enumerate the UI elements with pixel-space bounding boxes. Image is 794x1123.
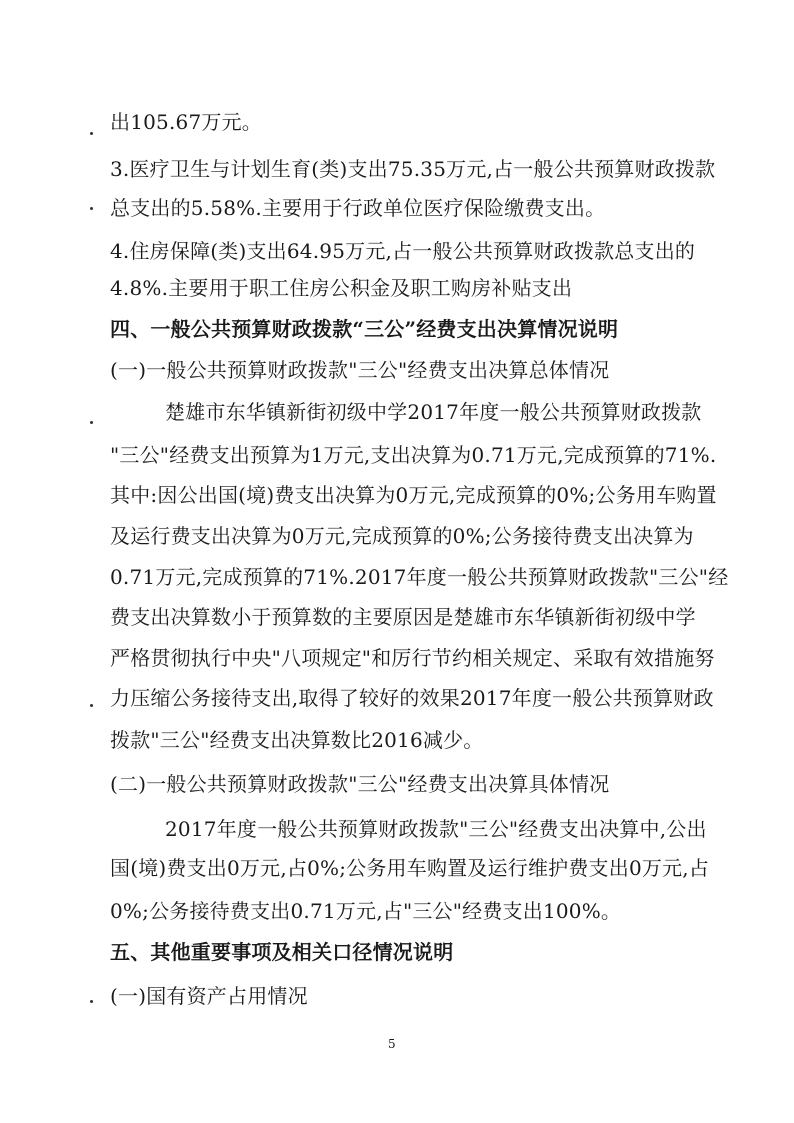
paragraph-line: 4.8%.主要用于职工住房公积金及职工购房补贴支出 <box>110 276 573 300</box>
scan-mark <box>90 207 93 210</box>
paragraph-line: 力压缩公务接待支出,取得了较好的效果2017年度一般公共预算财政 <box>110 686 714 710</box>
section-heading: 五、其他重要事项及相关口径情况说明 <box>110 940 454 964</box>
scan-mark <box>90 421 93 424</box>
paragraph-line: 费支出决算数小于预算数的主要原因是楚雄市东华镇新街初级中学 <box>110 605 696 629</box>
paragraph-line: 4.住房保障(类)支出64.95万元,占一般公共预算财政拨款总支出的 <box>110 239 696 263</box>
paragraph-line: 出105.67万元。 <box>110 110 262 134</box>
subsection-heading: (一)国有资产占用情况 <box>110 984 308 1008</box>
paragraph-line: 0.71万元,完成预算的71%.2017年度一般公共预算财政拨款"三公"经 <box>110 565 729 589</box>
page-number: 5 <box>388 1037 396 1051</box>
paragraph-line: 3.医疗卫生与计划生育(类)支出75.35万元,占一般公共预算财政拨款 <box>110 157 716 181</box>
paragraph-line: 国(境)费支出0万元,占0%;公务用车购置及运行维护费支出0万元,占 <box>110 856 710 880</box>
paragraph-line: 0%;公务接待费支出0.71万元,占"三公"经费支出100%。 <box>110 899 622 923</box>
scan-mark <box>90 1000 93 1003</box>
subsection-heading: (二)一般公共预算财政拨款"三公"经费支出决算具体情况 <box>110 772 610 796</box>
paragraph-line: 及运行费支出决算为0万元,完成预算的0%;公务接待费支出决算为 <box>110 524 694 548</box>
paragraph-line: "三公"经费支出预算为1万元,支出决算为0.71万元,完成预算的71%. <box>110 443 717 467</box>
paragraph-line: 2017年度一般公共预算财政拨款"三公"经费支出决算中,公出 <box>165 817 707 841</box>
subsection-heading: (一)一般公共预算财政拨款"三公"经费支出决算总体情况 <box>110 358 610 382</box>
paragraph-line: 严格贯彻执行中央"八项规定"和厉行节约相关规定、采取有效措施努 <box>110 646 715 670</box>
paragraph-line: 总支出的5.58%.主要用于行政单位医疗保险缴费支出。 <box>110 196 606 220</box>
paragraph-line: 拨款"三公"经费支出决算数比2016减少。 <box>110 728 484 752</box>
section-heading: 四、一般公共预算财政拨款“三公”经费支出决算情况说明 <box>110 317 619 341</box>
scan-mark <box>90 132 93 135</box>
paragraph-line: 楚雄市东华镇新街初级中学2017年度一般公共预算财政拨款 <box>165 400 702 424</box>
scan-mark <box>90 704 93 707</box>
paragraph-line: 其中:因公出国(境)费支出决算为0万元,完成预算的0%;公务用车购置 <box>110 483 717 507</box>
